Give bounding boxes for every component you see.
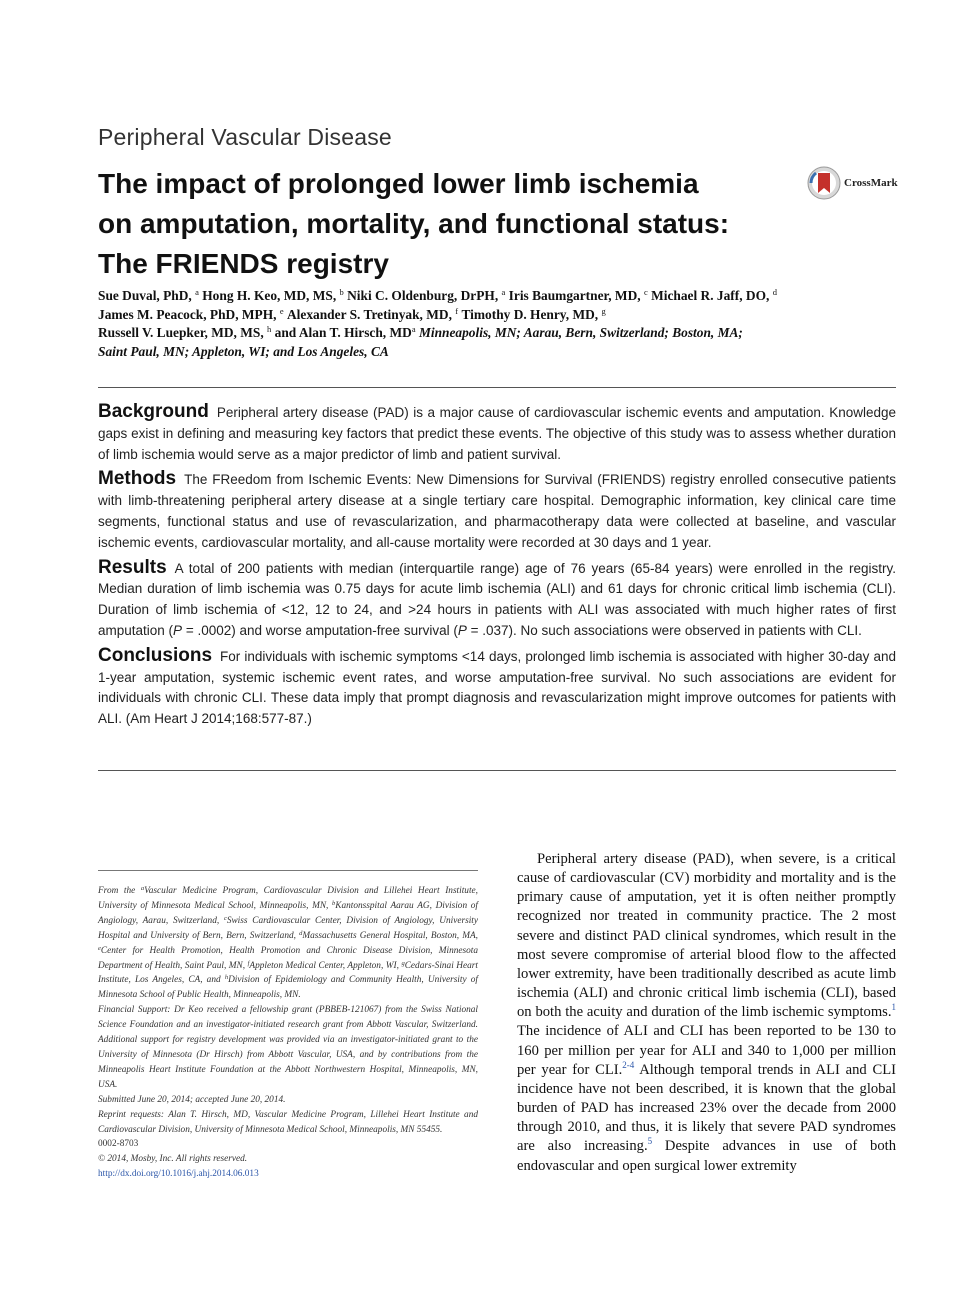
author-line: Russell V. Luepker, MD, MS, $^h$ and Alan T. Hirsch, $MD^a$ Minneapolis, MN; Aarau, Bern, Switzerland; Boston, MA; [98,324,743,340]
crossmark-icon [807,166,841,200]
submission-dates: Submitted June 20, 2014; accepted June 20, 2014. [98,1094,286,1105]
copyright: © 2014, Mosby, Inc. All rights reserved. [98,1154,248,1165]
title-line: The FRIENDS registry [98,248,389,279]
author-line: Sue Duval, PhD, $^a$ Hong H. Keo, MD, MS, $^b$ Niki C. Oldenburg, DrPH, $^a$ Iris Baumgartner, MD, $^c$ Michael R. Jaff, DO, $^d$ [98,287,777,303]
abstract-results: Results A total of 200 patients with median (interquartile range) age of 76 years (65-84 years) were enrolled in the registry. Median duration of limb ischemia was 0.75 days for acute limb ischemia (ALI) and 61 days for chronic critical limb ischemia (CLI). Duration of limb ischemia of <12, 12 to 24, and >24 hours in patients with ALI was associated with much higher rates of first amputation (P = .0002) and worse amputation-free survival (P = .037). No such associations were observed in patients with CLI. [98,556,896,638]
author-list [98,287,898,361]
footnotes [98,884,478,1182]
author-line: James M. Peacock, PhD, MPH, $^e$ Alexander S. Tretinyak, MD, $^f$ Timothy D. Henry, MD, $^g$ [98,305,606,322]
divider [98,770,896,771]
author-locations: Saint Paul, MN; Appleton, WI; and Los Angeles, CA [98,343,389,359]
reprint-requests: Reprint requests: Alan T. Hirsch, MD, Vascular Medicine Program, Lillehei Heart Institute and Cardiovascular Division, University of Minnesota Medical School, Minneapolis, MN 55455. [98,1109,478,1135]
section-label: Peripheral Vascular Disease [98,124,392,150]
footnote-divider [98,870,478,871]
body-text [517,850,896,1176]
abstract-background: Background Peripheral artery disease (PAD) is a major cause of cardiovascular ischemic events and amputation. Knowledge gaps exist in defining and measuring key factors that predict these events. The objective of this study was to assess whether duration of limb ischemia would serve as a major predictor of limb and patient survival. [98,401,896,462]
crossmark-badge[interactable] [807,166,898,200]
divider [98,387,896,388]
affiliations: From the $^a$Vascular Medicine Program, Cardiovascular Division and Lillehei Heart Institute, University of Minnesota Medical School, Minneapolis, MN, $^b$Kantonsspital Aarau AG, Division of Angiology, Aarau, Switzerland, $^c$Swiss Cardiovascular Center, Division of Angiology, University Hospital and University of Bern, Bern, Switzerland, $^d$Massachusetts General Hospital, Boston, MA, $^e$Center for Health Promotion, Health Promotion and Chronic Disease Division, Minnesota Department of Health, Saint Paul, MN, $^f$Appleton Medical Center, Appleton, WI, $^g$Cedars-Sinai Heart Institute, Los Angeles, CA, and $^h$Division of Epidemiology and Community Health, University of Minnesota School of Public Health, Minneapolis, MN. [98,885,478,1001]
citation-link[interactable]: 1 [891,1002,896,1013]
body-paragraph: Peripheral artery disease (PAD), when severe, is a critical cause of cardiovascular (CV) morbidity and mortality and is the primary cause of amputation, yet it is often neither promptly recognized nor treated in community practice. The 2 most severe and distinct PAD clinical syndromes, which result in the most severe compromise of arterial blood flow to the affected lower extremity, have been traditionally described as acute limb ischemia (ALI) and chronic critical limb ischemia (CLI), based on both the acuity and duration of the limb ischemic symptoms.$^1$ The incidence of ALI and CLI has been reported to be 130 to 160 per million per year for ALI and 340 to 1,000 per million per year for CLI.$^{2-4}$ Although temporal trends in ALI and CLI incidence have not been described, it is known that the global burden of PAD has increased 23% over the decade from 2000 through 2010, and thus, it is likely that severe PAD syndromes are also increasing.$^5$ Despite advances in use of both endovascular and open surgical lower extremity [517,851,896,1174]
abstract-conclusions: Conclusions For individuals with ischemic symptoms <14 days, prolonged limb ischemia is associated with higher 30-day and 1-year amputation, systemic ischemic event rates, and worse amputation-free survival. No such associations are evident for individuals with chronic CLI. These data imply that prompt diagnosis and revascularization might improve outcomes for patients with ALI. (Am Heart J 2014;168:577-87.) [98,644,896,727]
title-line: The impact of prolonged lower limb ischemia [98,168,699,199]
author-line [98,343,898,362]
issn: 0002-8703 [98,1139,139,1150]
financial-support: Financial Support: Dr Keo received a fellowship grant (PBBEB-121067) from the Swiss National Science Foundation and an investigator-initiated research grant from Abbott Vascular, Switzerland. Additional support for registry development was provided via an investigator-initiated grant to the University of Minnesota (Dr Hirsch) from Abbott Vascular, USA, and by contributions from the Minneapolis Heart Institute Foundation at the Abbott Northwestern Hospital, Minneapolis, MN, USA. [98,1005,478,1090]
author-locations: Minneapolis, MN; Aarau, Bern, Switzerland; Boston, MA; [418,325,743,340]
title-line: on amputation, mortality, and functional status: [98,208,730,239]
abstract [98,402,896,734]
doi-link[interactable]: http://dx.doi.org/10.1016/j.ahj.2014.06.013 [98,1169,259,1180]
citation-link[interactable]: 2-4 [622,1059,635,1070]
abstract-methods: Methods The FReedom from Ischemic Events: New Dimensions for Survival (FRIENDS) registry enrolled consecutive patients with limb-threatening peripheral artery disease at a single tertiary care hospital. Demographic information, key clinical care time segments, functional status and use of revascularization, and pharmacotherapy data were collected at baseline, and vascular ischemic events, cardiovascular mortality, and all-cause mortality were recorded at 30 days and 1 year. [98,468,896,550]
article-title [98,164,798,284]
citation-link[interactable]: 5 [647,1136,653,1147]
crossmark-label: CrossMark [844,177,898,189]
